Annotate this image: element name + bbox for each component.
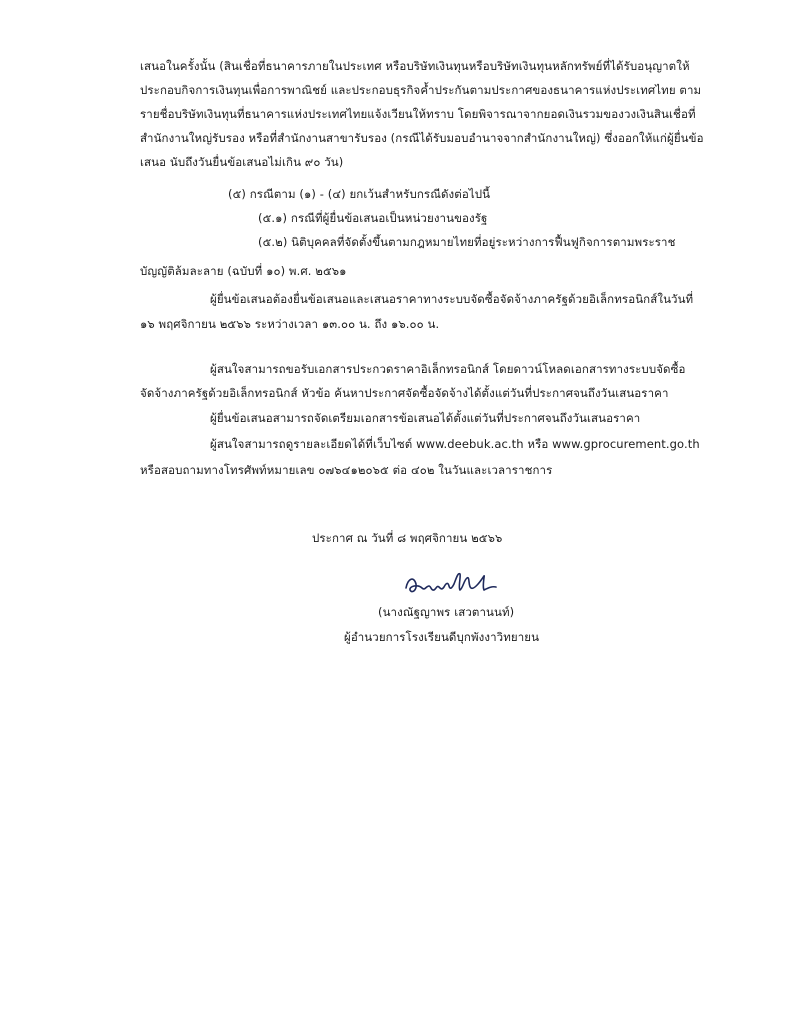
signer-title: ผู้อำนวยการโรงเรียนดีบุกพังงาวิทยายน: [344, 630, 540, 644]
signature-image: [400, 566, 500, 602]
submission-line: ผู้ยื่นข้อเสนอต้องยื่นข้อเสนอและเสนอราคาทางระบบจัดซื้อจัดจ้างภาครัฐด้วยอิเล็กทรอนิกส์ในวันที่: [210, 292, 694, 306]
signer-name: (นางณัฐญาพร เสวตานนท์): [378, 605, 515, 619]
paragraph-line: เสนอ นับถึงวันยื่นข้อเสนอไม่เกิน ๙๐ วัน): [140, 155, 344, 169]
submission-date-line: ๑๖ พฤศจิกายน ๒๕๖๖ ระหว่างเวลา ๑๓.๐๐ น. ถึง ๑๖.๐๐ น.: [140, 317, 440, 331]
paragraph-line: ประกอบกิจการเงินทุนเพื่อการพาณิชย์ และประกอบธุรกิจค้ำประกันตามประกาศของธนาคารแห่งประเทศไทย ตาม: [140, 83, 702, 97]
prepare-documents-line: ผู้ยื่นข้อเสนอสามารถจัดเตรียมเอกสารข้อเสนอได้ตั้งแต่วันที่ประกาศจนถึงวันเสนอราคา: [210, 411, 641, 425]
paragraph-line: เสนอในครั้งนั้น (สินเชื่อที่ธนาคารภายในประเทศ หรือบริษัทเงินทุนหรือบริษัทเงินทุนหลักทรัพย์ที่ได้รับอนุญาตให้: [140, 59, 690, 73]
paragraph-line: รายชื่อบริษัทเงินทุนที่ธนาคารแห่งประเทศไทยแจ้งเวียนให้ทราบ โดยพิจารณาจากยอดเงินรวมของวงเงินสินเชื่อที่: [140, 107, 696, 121]
clause-5-2-continued: บัญญัติล้มละลาย (ฉบับที่ ๑๐) พ.ศ. ๒๕๖๑: [140, 264, 347, 278]
phone-line: หรือสอบถามทางโทรศัพท์หมายเลข ๐๗๖๔๑๒๐๖๕ ต่อ ๔๐๒ ในวันและเวลาราชการ: [140, 463, 553, 477]
clause-5-heading: (๕) กรณีตาม (๑) - (๔) ยกเว้นสำหรับกรณีดังต่อไปนี้: [228, 187, 491, 201]
announcement-date: ประกาศ ณ วันที่ ๘ พฤศจิกายน ๒๕๖๖: [312, 531, 503, 545]
clause-5-1: (๕.๑) กรณีที่ผู้ยื่นข้อเสนอเป็นหน่วยงานของรัฐ: [258, 211, 488, 225]
website-line: ผู้สนใจสามารถดูรายละเอียดได้ที่เว็บไซต์ www.deebuk.ac.th หรือ www.gprocurement.go.th: [210, 437, 700, 451]
download-line: ผู้สนใจสามารถขอรับเอกสารประกวดราคาอิเล็กทรอนิกส์ โดยดาวน์โหลดเอกสารทางระบบจัดซื้อ: [210, 362, 686, 376]
download-line-continued: จัดจ้างภาครัฐด้วยอิเล็กทรอนิกส์ หัวข้อ ค้นหาประกาศจัดซื้อจัดจ้างได้ตั้งแต่วันที่ประกาศจนถึงวันเสนอราคา: [140, 386, 669, 400]
clause-5-2: (๕.๒) นิติบุคคลที่จัดตั้งขึ้นตามกฎหมายไทยที่อยู่ระหว่างการฟื้นฟูกิจการตามพระราช: [258, 235, 676, 249]
paragraph-line: สำนักงานใหญ่รับรอง หรือที่สำนักงานสาขารับรอง (กรณีได้รับมอบอำนาจจากสำนักงานใหญ่) ซึ่งออกให้แก่ผู้ยื่นข้อ: [140, 131, 704, 145]
